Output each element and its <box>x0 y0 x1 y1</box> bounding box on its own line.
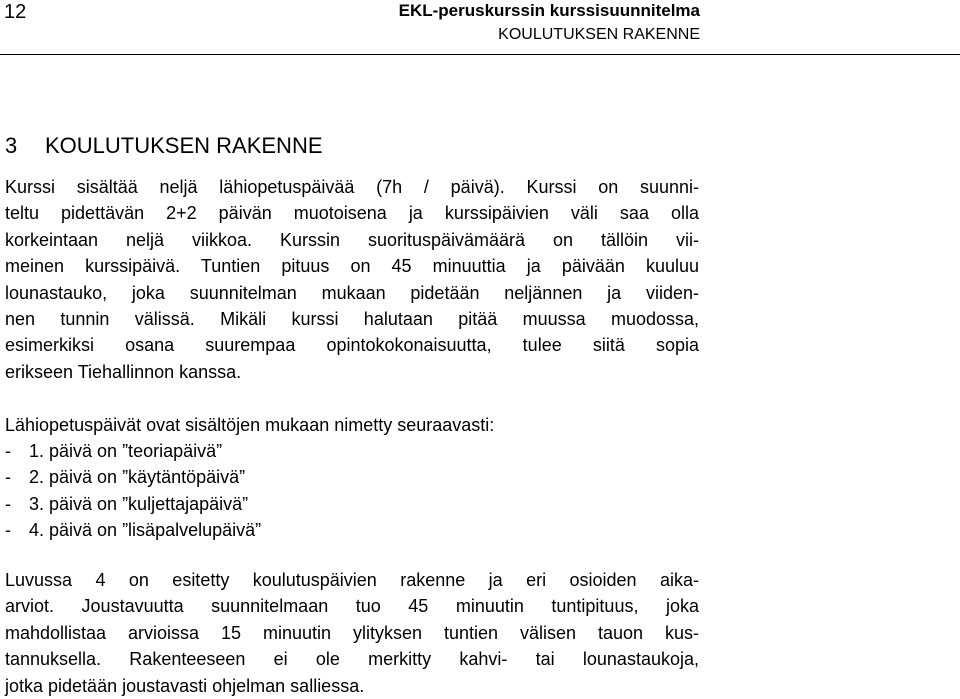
header-divider <box>0 54 960 55</box>
list-dash: - <box>5 467 11 488</box>
paragraph-line: erikseen Tiehallinnon kanssa. <box>5 361 242 382</box>
list-dash: - <box>5 493 11 514</box>
paragraph-line: tannuksella. Rakenteeseen ei ole merkitty kahvi- tai lounastaukoja, <box>5 649 699 670</box>
list-item-text: 2. päivä on ”käytäntöpäivä” <box>29 467 246 488</box>
paragraph-line: Luvussa 4 on esitetty koulutuspäivien rakenne ja eri osioiden aika- <box>5 570 699 590</box>
paragraph-line: esimerkiksi osana suurempaa opintokokonaisuutta, tulee siitä sopia <box>5 335 699 356</box>
paragraph-line: jotka pidetään joustavasti ohjelman salliessa. <box>5 675 365 696</box>
list-item-text: 3. päivä on ”kuljettajapäivä” <box>29 493 249 514</box>
paragraph-line: meinen kurssipäivä. Tuntien pituus on 45 minuuttia ja päivään kuuluu <box>5 256 699 277</box>
paragraph-course-structure <box>5 174 699 385</box>
paragraph-line: korkeintaan neljä viikkoa. Kurssin suorituspäivämäärä on tällöin vii- <box>5 229 699 250</box>
paragraph-line: nen tunnin välissä. Mikäli kurssi halutaan pitää muussa muodossa, <box>5 309 699 330</box>
list-item-text: 4. päivä on ”lisäpalvelupäivä” <box>29 520 262 541</box>
list-dash: - <box>5 520 11 541</box>
page-number: 12 <box>4 1 27 23</box>
list-dash: - <box>5 441 11 461</box>
running-header <box>399 0 700 45</box>
paragraph-line: arviot. Joustavuutta suunnitelmaan tuo 45 minuutin tuntipituus, joka <box>5 596 699 617</box>
running-chapter-name: KOULUTUKSEN RAKENNE <box>498 26 700 43</box>
paragraph-line: lounastauko, joka suunnitelman mukaan pidetään neljännen ja viiden- <box>5 282 699 303</box>
paragraph-line: Kurssi sisältää neljä lähiopetuspäivää (7h / päivä). Kurssi on suunni- <box>5 177 699 197</box>
list-item <box>5 464 261 490</box>
list-item <box>5 491 261 517</box>
paragraph-line: teltu pidettävän 2+2 päivän muotoisena ja kurssipäivien väli saa olla <box>5 203 699 224</box>
chapter-number: 3 <box>5 133 18 158</box>
chapter-heading <box>5 133 323 159</box>
paragraph-line: mahdollistaa arvioissa 15 minuutin ylityksen tuntien välisen tauon kus- <box>5 622 699 643</box>
list-item-text: 1. päivä on ”teoriapäivä” <box>29 441 223 461</box>
paragraph-days-intro: Lähiopetuspäivät ovat sisältöjen mukaan nimetty seuraavasti: <box>5 415 495 435</box>
list-item <box>5 438 261 464</box>
day-list <box>5 438 261 544</box>
chapter-title: KOULUTUKSEN RAKENNE <box>45 133 323 158</box>
list-item <box>5 517 261 543</box>
document-title: EKL-peruskurssin kurssisuunnitelma <box>398 1 700 20</box>
paragraph-chapter-4-reference <box>5 567 699 699</box>
